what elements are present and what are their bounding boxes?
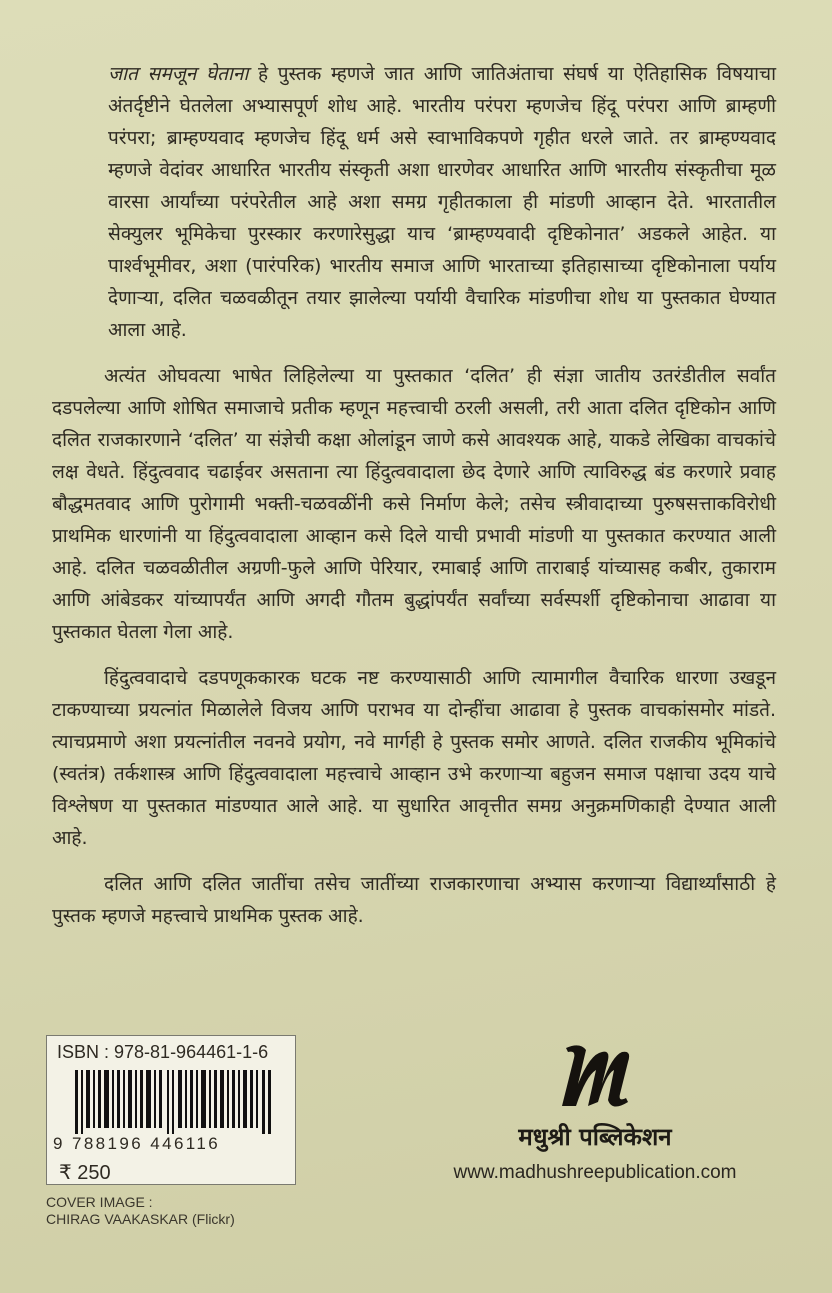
isbn-label: ISBN : 978-81-964461-1-6 xyxy=(57,1042,269,1062)
price-label: ₹ 250 xyxy=(59,1162,111,1184)
blurb-paragraph-1-text: हे पुस्तक म्हणजे जात आणि जातिअंताचा संघर्ष या ऐतिहासिक विषयाचा अंतर्दृष्टीने घेतलेला अभ्यासपूर्ण शोध आहे. भारतीय परंपरा म्हणजेच हिंदू परंपरा आणि ब्राम्हणी परंपरा; ब्राम्हण्यवाद म्हणजेच हिंदू धर्म असे स्वाभाविकपणे गृहीत धरले जाते. तर ब्राम्हण्यवाद म्हणजे वेदांवर आधारित भारतीय संस्कृती अशा धारणेवर आधारित आणि भारतीय संस्कृतीचा मूळ वारसा आर्यांच्या परंपरेतील आहे अशा समग्र गृहीतकाला ही मांडणी आव्हान देते. भारतातील सेक्युलर भूमिकेचा पुरस्कार करणारेसुद्धा याच ‘ब्राम्हण्यवादी दृष्टिकोनात’ अडकले आहेत. या पार्श्वभूमीवर, अशा (पारंपरिक) भारतीय समाज आणि भारताच्या इतिहासाच्या दृष्टिकोनाला पर्याय देणाऱ्या, दलित चळवळीतून तयार झालेल्या पर्यायी वैचारिक मांडणीचा शोध या पुस्तकात घेण्यात आला आहे. xyxy=(108,63,776,341)
cover-credit-heading: COVER IMAGE : xyxy=(46,1194,153,1210)
blurb-paragraph-1 xyxy=(52,58,776,346)
publisher-name: मधुश्री पब्लिकेशन xyxy=(518,1123,672,1151)
cover-image-credit xyxy=(46,1194,235,1228)
barcode-icon xyxy=(75,1070,271,1134)
publisher-url[interactable]: www.madhushreepublication.com xyxy=(453,1162,737,1183)
barcode-digits: 9 788196 446116 xyxy=(53,1134,221,1153)
blurb-paragraph-2: अत्यंत ओघवत्या भाषेत लिहिलेल्या या पुस्तकात ‘दलित’ ही संज्ञा जातीय उतरंडीतील सर्वांत दडपलेल्या आणि शोषित समाजाचे प्रतीक म्हणून महत्त्वाची ठरली असली, तरी आता दलित दृष्टिकोन आणि दलित राजकारणाने ‘दलित’ या संज्ञेची कक्षा ओलांडून जाणे कसे आवश्यक आहे, याकडे लेखिका वाचकांचे लक्ष वेधते. हिंदुत्ववाद चढाईवर असताना त्या हिंदुत्ववादाला छेद देणारे आणि त्याविरुद्ध बंड करणारे प्रवाह बौद्धमतवाद आणि पुरोगामी भक्ती-चळवळींनी कसे निर्माण केले; तसेच स्त्रीवादाच्या पुरुषसत्ताकविरोधी प्राथमिक धारणांनी या हिंदुत्ववादाला आव्हान कसे दिले याची प्रभावी मांडणी या पुस्तकात करण्यात आली आहे. दलित चळवळीतील अग्रणी-फुले आणि पेरियार, रमाबाई आणि ताराबाई यांच्यासह कबीर, तुकाराम आणि आंबेडकर यांच्यापर्यंत आणि अगदी गौतम बुद्धांपर्यंत सर्वांच्या सर्वस्पर्शी दृष्टिकोनाचा आढावा या पुस्तकात घेतला गेला आहे. xyxy=(52,365,776,643)
back-cover-blurb xyxy=(52,58,776,946)
m-monogram-icon xyxy=(556,1044,634,1110)
isbn-barcode-box xyxy=(46,1035,296,1185)
blurb-paragraph-3: हिंदुत्ववादाचे दडपणूककारक घटक नष्ट करण्यासाठी आणि त्यामागील वैचारिक धारणा उखडून टाकण्याच्या प्रयत्नांत मिळालेले विजय आणि पराभव या दोन्हींचा आढावा हे पुस्तक वाचकांसमोर मांडते. त्याचप्रमाणे अशा प्रयत्नांतील नवनवे प्रयोग, नवे मार्गही हे पुस्तक समोर आणते. दलित राजकीय भूमिकांचे (स्वतंत्र) तर्कशास्त्र आणि हिंदुत्ववादाला महत्त्वाचे आव्हान उभे करणाऱ्या बहुजन समाज पक्षाचा उदय याचे विश्लेषण या पुस्तकात मांडण्यात आले आहे. या सुधारित आवृत्तीत समग्र अनुक्रमणिकाही देण्यात आली आहे. xyxy=(52,667,776,849)
cover-credit-name: CHIRAG VAAKASKAR (Flickr) xyxy=(46,1211,235,1227)
book-title: जात समजून घेताना xyxy=(108,63,249,85)
blurb-paragraph-4: दलित आणि दलित जातींचा तसेच जातींच्या राजकारणाचा अभ्यास करणाऱ्या विद्यार्थ्यांसाठी हे पुस्तक म्हणजे महत्त्वाचे प्राथमिक पुस्तक आहे. xyxy=(52,873,776,927)
